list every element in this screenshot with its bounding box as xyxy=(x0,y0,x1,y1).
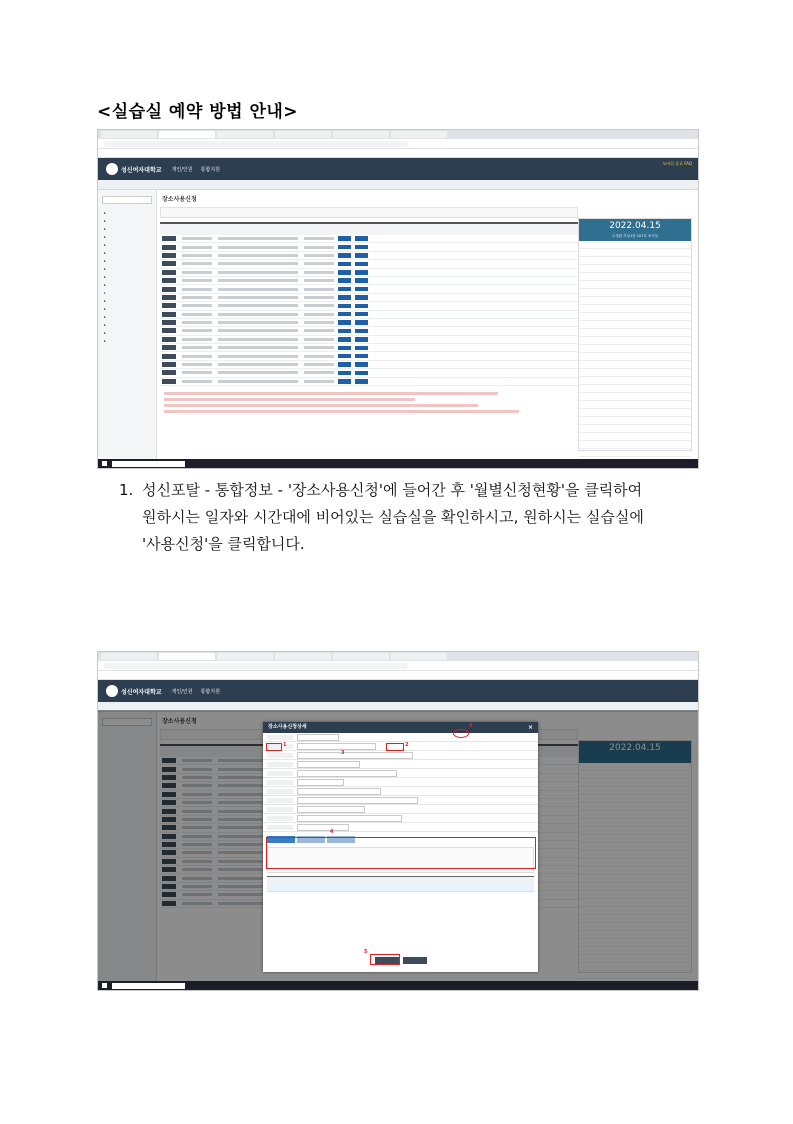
table-row xyxy=(160,243,578,251)
calendar-row xyxy=(579,449,691,457)
browser-tab xyxy=(391,131,447,138)
row-action-button[interactable] xyxy=(355,245,368,250)
calendar-row xyxy=(579,441,691,449)
row-action-button[interactable] xyxy=(355,295,368,300)
row-action-button[interactable] xyxy=(338,346,351,351)
calendar-row xyxy=(579,393,691,401)
browser-tab xyxy=(275,131,331,138)
calendar-row xyxy=(579,265,691,273)
row-action-button[interactable] xyxy=(355,312,368,317)
table-cell xyxy=(182,246,212,249)
url-field xyxy=(104,663,408,669)
table-row xyxy=(160,344,578,352)
sidebar-item: ▸ xyxy=(104,259,106,263)
table-row xyxy=(160,302,578,310)
table-cell xyxy=(304,288,334,291)
apply-row-button[interactable] xyxy=(162,261,176,266)
table-cell xyxy=(182,380,212,383)
portal-header xyxy=(98,158,698,180)
table-cell xyxy=(304,237,334,240)
row-action-button[interactable] xyxy=(338,295,351,300)
form-row xyxy=(263,778,538,787)
annotation-number-5: 5 xyxy=(364,949,368,955)
calendar-row xyxy=(579,249,691,257)
table-cell xyxy=(182,371,212,374)
apply-row-button[interactable] xyxy=(162,245,176,250)
table-row xyxy=(160,252,578,260)
apply-row-button[interactable] xyxy=(162,253,176,258)
form-label xyxy=(267,735,293,740)
annotation-box xyxy=(266,743,282,751)
table-cell xyxy=(182,321,212,324)
row-action-button[interactable] xyxy=(338,287,351,292)
annotation-number-4: 4 xyxy=(330,829,334,835)
form-label xyxy=(267,807,293,812)
step-line-3: '사용신청'을 클릭합니다. xyxy=(142,535,305,553)
row-action-button[interactable] xyxy=(355,354,368,359)
browser-urlbar xyxy=(98,139,698,149)
notice-area xyxy=(160,392,578,413)
table-header xyxy=(160,222,578,235)
table-cell xyxy=(218,296,298,299)
table-cell xyxy=(304,355,334,358)
form-input[interactable] xyxy=(297,824,349,831)
sidebar-item: ▸ xyxy=(104,251,106,255)
browser-tabbar xyxy=(98,652,698,661)
table-row xyxy=(160,260,578,268)
filter-bar xyxy=(160,207,578,218)
table-cell xyxy=(182,329,212,332)
table-cell xyxy=(182,313,212,316)
sidebar-item: ▸ xyxy=(104,227,106,231)
row-action-button[interactable] xyxy=(355,270,368,275)
row-action-button[interactable] xyxy=(355,262,368,267)
row-action-button[interactable] xyxy=(355,362,368,367)
calendar-row xyxy=(579,257,691,265)
sidebar-item: ▸ xyxy=(104,211,106,215)
browser-tab xyxy=(217,653,273,660)
apply-row-button[interactable] xyxy=(162,295,176,300)
browser-tab xyxy=(333,653,389,660)
table-cell xyxy=(218,380,298,383)
browser-tab xyxy=(101,653,157,660)
browser-urlbar xyxy=(98,661,698,671)
sidebar-item: ▸ xyxy=(104,307,106,311)
annotation-number-2: 2 xyxy=(405,742,409,748)
university-logo xyxy=(106,685,118,697)
sidebar-item: ▸ xyxy=(104,339,106,343)
bookmarks-bar xyxy=(98,149,698,158)
calendar-row xyxy=(579,377,691,385)
notice-line xyxy=(164,392,498,395)
table-cell xyxy=(304,363,334,366)
calendar-header xyxy=(579,219,691,241)
annotation-box xyxy=(266,837,536,869)
sidebar xyxy=(98,190,157,461)
sidebar-item: ▸ xyxy=(104,243,106,247)
row-action-button[interactable] xyxy=(355,287,368,292)
monthly-status-panel xyxy=(578,218,692,451)
form-row xyxy=(263,733,538,742)
close-icon[interactable]: × xyxy=(527,724,533,731)
row-action-button[interactable] xyxy=(338,354,351,359)
dialog-table-row xyxy=(267,884,534,892)
sidebar-item: ▸ xyxy=(104,283,106,287)
sidebar-item: ▸ xyxy=(104,299,106,303)
table-cell xyxy=(218,338,298,341)
row-action-button[interactable] xyxy=(355,329,368,334)
table-row xyxy=(160,327,578,335)
row-action-button[interactable] xyxy=(355,371,368,376)
table-row xyxy=(160,361,578,369)
calendar-row xyxy=(579,425,691,433)
table-cell xyxy=(304,304,334,307)
row-action-button[interactable] xyxy=(338,362,351,367)
row-action-button[interactable] xyxy=(338,253,351,258)
header-links: 모바일 종료 FAQ xyxy=(662,161,692,166)
row-action-button[interactable] xyxy=(338,236,351,241)
portal-subbar xyxy=(98,180,698,190)
apply-row-button[interactable] xyxy=(162,354,176,359)
calendar-row xyxy=(579,321,691,329)
table-cell xyxy=(218,313,298,316)
table-cell xyxy=(182,262,212,265)
form-row xyxy=(263,814,538,823)
calendar-row xyxy=(579,297,691,305)
row-action-button[interactable] xyxy=(355,346,368,351)
form-label xyxy=(267,798,293,803)
table-cell xyxy=(218,355,298,358)
table-row xyxy=(160,369,578,377)
browser-tab xyxy=(333,131,389,138)
windows-taskbar xyxy=(98,459,698,468)
row-action-button[interactable] xyxy=(338,371,351,376)
calendar-row xyxy=(579,433,691,441)
table-cell xyxy=(304,313,334,316)
menu-integrated: 통합지원 xyxy=(200,166,220,173)
form-input[interactable] xyxy=(297,815,402,822)
form-input[interactable] xyxy=(297,797,418,804)
apply-row-button[interactable] xyxy=(162,328,176,333)
annotation-box xyxy=(453,729,469,738)
form-row xyxy=(263,796,538,805)
menu-personal: 개인/인원 xyxy=(171,688,193,695)
university-logo xyxy=(106,163,118,175)
form-label xyxy=(267,825,293,830)
url-field xyxy=(104,141,408,147)
portal-name: 성신여자대학교 xyxy=(121,688,162,696)
dialog-footer xyxy=(263,957,538,964)
form-row xyxy=(263,760,538,769)
calendar-row xyxy=(579,401,691,409)
table-cell xyxy=(218,246,298,249)
annotation-box xyxy=(386,743,404,751)
sidebar-item: ▸ xyxy=(104,275,106,279)
table-cell xyxy=(218,271,298,274)
taskbar-search xyxy=(112,983,185,989)
calendar-row xyxy=(579,409,691,417)
apply-row-button[interactable] xyxy=(162,278,176,283)
table-cell xyxy=(218,254,298,257)
table-cell xyxy=(304,271,334,274)
table-row xyxy=(160,235,578,243)
dialog-table-header xyxy=(267,876,534,884)
table-row xyxy=(160,294,578,302)
form-input[interactable] xyxy=(297,806,365,813)
table-cell xyxy=(304,329,334,332)
portal-name: 성신여자대학교 xyxy=(121,166,162,174)
table-row xyxy=(160,336,578,344)
step-line-2: 원하시는 일자와 시간대에 비어있는 실습실을 확인하시고, 원하시는 실습실에 xyxy=(142,508,644,526)
row-action-button[interactable] xyxy=(338,312,351,317)
table-row xyxy=(160,319,578,327)
calendar-row xyxy=(579,417,691,425)
calendar-row xyxy=(579,337,691,345)
table-cell xyxy=(304,346,334,349)
calendar-row xyxy=(579,281,691,289)
dialog-title-text: 장소사용신청상세 xyxy=(268,724,307,730)
table-cell xyxy=(182,363,212,366)
calendar-rows xyxy=(579,241,691,465)
document-title: <실습실 예약 방법 안내> xyxy=(97,102,299,122)
form-row xyxy=(263,805,538,814)
notice-line xyxy=(164,398,415,401)
taskbar-search xyxy=(112,461,185,467)
apply-row-button[interactable] xyxy=(162,287,176,292)
table-cell xyxy=(304,246,334,249)
row-action-button[interactable] xyxy=(355,304,368,309)
apply-row-button[interactable] xyxy=(162,345,176,350)
calendar-date: 2022.04.15 xyxy=(609,743,661,753)
table-cell xyxy=(304,279,334,282)
annotation-number-1: 1 xyxy=(283,742,287,748)
row-action-button[interactable] xyxy=(338,379,351,384)
sidebar-item: ▸ xyxy=(104,267,106,271)
table-cell xyxy=(218,262,298,265)
table-row xyxy=(160,285,578,293)
calendar-row xyxy=(579,241,691,249)
row-action-button[interactable] xyxy=(338,262,351,267)
bookmarks-bar xyxy=(98,671,698,680)
annotation-number-3: 3 xyxy=(341,750,345,756)
table-cell xyxy=(182,346,212,349)
table-cell xyxy=(182,355,212,358)
step-1-instructions xyxy=(119,477,679,558)
table-cell xyxy=(182,288,212,291)
screenshot-application-dialog xyxy=(97,651,699,991)
sidebar-item: ▸ xyxy=(104,219,106,223)
row-action-button[interactable] xyxy=(355,320,368,325)
row-action-button[interactable] xyxy=(338,270,351,275)
apply-row-button[interactable] xyxy=(162,362,176,367)
browser-tab xyxy=(217,131,273,138)
table-cell xyxy=(182,304,212,307)
apply-row-button[interactable] xyxy=(162,337,176,342)
menu-personal: 개인/인원 xyxy=(171,166,193,173)
calendar-row xyxy=(579,345,691,353)
step-number: 1. xyxy=(119,481,134,499)
table-row xyxy=(160,277,578,285)
row-action-button[interactable] xyxy=(355,253,368,258)
row-action-button[interactable] xyxy=(355,278,368,283)
step-line-1: 성신포탈 - 통합정보 - '장소사용신청'에 들어간 후 '월별신청현황'을 클릭하여 xyxy=(142,481,643,499)
menu-integrated: 통합지원 xyxy=(200,688,220,695)
form-input[interactable] xyxy=(297,734,339,741)
browser-tab xyxy=(391,653,447,660)
windows-taskbar xyxy=(98,981,698,990)
row-action-button[interactable] xyxy=(338,278,351,283)
table-cell xyxy=(218,237,298,240)
form-input[interactable] xyxy=(297,752,413,759)
table-cell xyxy=(218,279,298,282)
table-cell xyxy=(304,321,334,324)
calendar-row xyxy=(579,369,691,377)
table-cell xyxy=(182,254,212,257)
form-input[interactable] xyxy=(297,761,360,768)
form-label xyxy=(267,780,293,785)
form-row xyxy=(263,751,538,760)
calendar-row xyxy=(579,289,691,297)
calendar-room: 수정관 지상1층 107호 조시실 xyxy=(611,234,659,238)
browser-tab xyxy=(101,131,157,138)
table-row xyxy=(160,311,578,319)
table-row xyxy=(160,352,578,360)
apply-row-button[interactable] xyxy=(162,312,176,317)
sidebar-search xyxy=(102,196,152,204)
calendar-row xyxy=(579,361,691,369)
table-cell xyxy=(304,380,334,383)
table-cell xyxy=(304,254,334,257)
page-title: 장소사용신청 xyxy=(162,718,197,725)
apply-row-button[interactable] xyxy=(162,320,176,325)
table-cell xyxy=(304,338,334,341)
page-title: 장소사용신청 xyxy=(162,196,197,203)
table-cell xyxy=(304,371,334,374)
portal-body xyxy=(98,190,698,461)
form-input[interactable] xyxy=(297,743,376,750)
browser-tab xyxy=(275,653,331,660)
apply-row-button[interactable] xyxy=(162,303,176,308)
form-label xyxy=(267,762,293,767)
notice-line xyxy=(164,410,519,413)
application-dialog xyxy=(263,722,538,972)
apply-row-button[interactable] xyxy=(162,236,176,241)
dialog-title xyxy=(263,722,538,733)
row-action-button[interactable] xyxy=(355,337,368,342)
table-cell xyxy=(218,371,298,374)
form-row xyxy=(263,787,538,796)
calendar-row xyxy=(579,329,691,337)
table-cell xyxy=(182,296,212,299)
calendar-row xyxy=(579,305,691,313)
windows-icon xyxy=(102,983,107,988)
table-cell xyxy=(182,279,212,282)
row-action-button[interactable] xyxy=(355,379,368,384)
close-button[interactable] xyxy=(403,957,427,964)
form-label xyxy=(267,789,293,794)
form-row xyxy=(263,823,538,832)
table-row xyxy=(160,269,578,277)
sidebar-item: ▸ xyxy=(104,315,106,319)
form-row xyxy=(263,769,538,778)
table-cell xyxy=(218,304,298,307)
table-cell xyxy=(182,271,212,274)
table-cell xyxy=(304,296,334,299)
sidebar-item: ▸ xyxy=(104,235,106,239)
main-content xyxy=(160,190,578,461)
apply-row-button[interactable] xyxy=(162,379,176,384)
form-label xyxy=(267,816,293,821)
form-input[interactable] xyxy=(297,788,381,795)
table-cell xyxy=(182,237,212,240)
apply-row-button[interactable] xyxy=(162,370,176,375)
form-label xyxy=(267,771,293,776)
table-cell xyxy=(218,363,298,366)
portal-header xyxy=(98,680,698,702)
sidebar-item: ▸ xyxy=(104,323,106,327)
table-cell xyxy=(218,346,298,349)
annotation-box xyxy=(370,954,400,965)
row-action-button[interactable] xyxy=(338,245,351,250)
table-cell xyxy=(182,338,212,341)
calendar-date: 2022.04.15 xyxy=(609,221,661,231)
windows-icon xyxy=(102,461,107,466)
table-row xyxy=(160,378,578,386)
browser-tab xyxy=(159,131,215,138)
row-action-button[interactable] xyxy=(338,304,351,309)
calendar-row xyxy=(579,353,691,361)
apply-row-button[interactable] xyxy=(162,270,176,275)
form-label xyxy=(267,753,293,758)
table-cell xyxy=(218,321,298,324)
form-input[interactable] xyxy=(297,770,397,777)
row-action-button[interactable] xyxy=(338,329,351,334)
calendar-row xyxy=(579,313,691,321)
table-cell xyxy=(218,288,298,291)
table-cell xyxy=(218,329,298,332)
sidebar-item: ▸ xyxy=(104,331,106,335)
row-action-button[interactable] xyxy=(338,320,351,325)
sidebar-item: ▸ xyxy=(104,291,106,295)
browser-tabbar xyxy=(98,130,698,139)
row-action-button[interactable] xyxy=(338,337,351,342)
annotation-number-6: 6 xyxy=(469,723,473,729)
row-action-button[interactable] xyxy=(355,236,368,241)
table-cell xyxy=(304,262,334,265)
table-body xyxy=(160,235,578,386)
calendar-row xyxy=(579,273,691,281)
browser-tab xyxy=(159,653,215,660)
screenshot-monthly-status xyxy=(97,129,699,469)
notice-line xyxy=(164,404,478,407)
calendar-row xyxy=(579,385,691,393)
form-input[interactable] xyxy=(297,779,344,786)
